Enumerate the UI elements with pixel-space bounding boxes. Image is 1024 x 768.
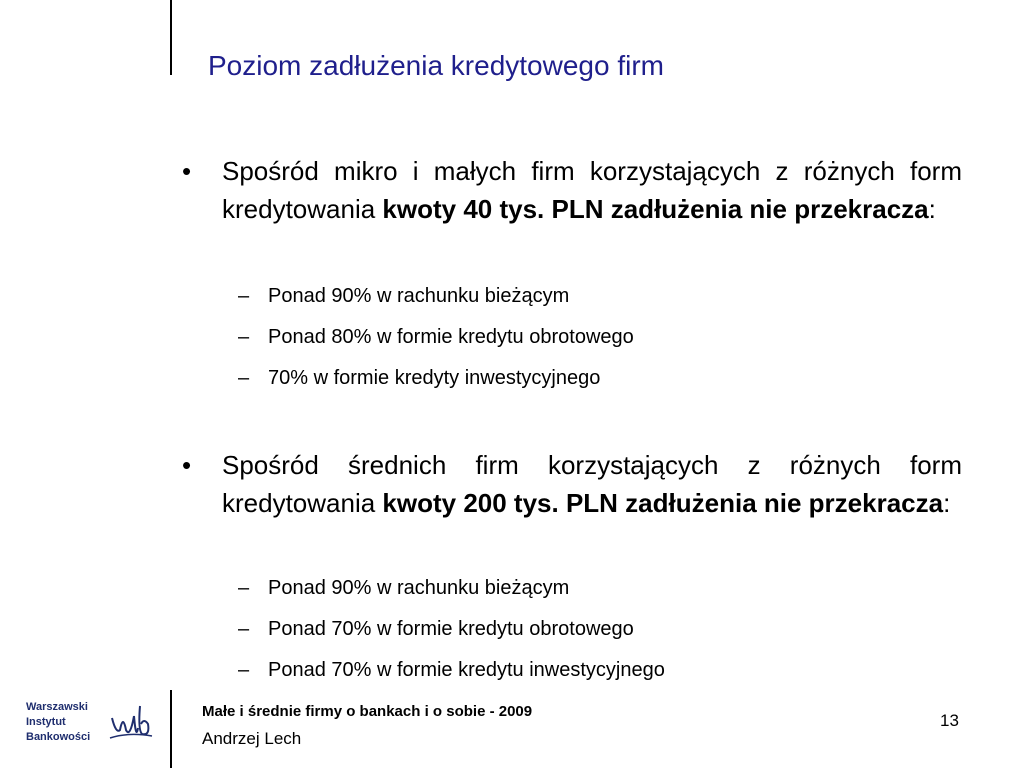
bullet-text-colon: :: [943, 488, 951, 518]
sub-list-item: [238, 576, 665, 617]
slide-title: Poziom zadłużenia kredytowego firm: [208, 50, 664, 81]
wib-signature-icon: [108, 700, 156, 750]
sub-item-text: Ponad 90% w rachunku bieżącym: [268, 577, 570, 599]
header-divider-line: [170, 0, 172, 75]
bullet-text-colon: :: [928, 194, 936, 224]
bullet-item: [182, 152, 962, 228]
sub-item-text: 70% w formie kredyty inwestycyjnego: [268, 367, 601, 389]
dash-glyph: –: [238, 618, 250, 640]
sub-list-item: [238, 325, 634, 366]
dash-glyph: –: [238, 577, 250, 599]
dash-glyph: –: [238, 326, 250, 348]
sub-list-item: [238, 284, 634, 325]
sub-item-text: Ponad 70% w formie kredytu inwestycyjnego: [268, 659, 665, 681]
dash-glyph: –: [238, 367, 250, 389]
wib-logo: [26, 700, 156, 750]
sub-item-text: Ponad 90% w rachunku bieżącym: [268, 285, 570, 307]
page-number: 13: [940, 711, 959, 730]
sub-list: [238, 576, 665, 699]
logo-line: Bankowości: [26, 731, 91, 743]
bullet-text-regular: Spośród mikro i małych firm korzystających z różnych form kredytowania: [222, 156, 962, 224]
sub-list-item: [238, 658, 665, 699]
dash-glyph: –: [238, 285, 250, 307]
footer-title: Małe i średnie firmy o bankach i o sobie - 2009: [202, 703, 533, 720]
bullet-text: [222, 446, 962, 522]
sub-item-text: Ponad 80% w formie kredytu obrotowego: [268, 326, 634, 348]
bullet-text-bold: kwoty 40 tys. PLN zadłużenia nie przekracza: [382, 194, 929, 224]
sub-list-item: [238, 617, 665, 658]
bullet-text: [222, 152, 962, 228]
footer-divider-line: [170, 690, 172, 768]
footer-author: Andrzej Lech: [202, 729, 302, 748]
dash-glyph: –: [238, 659, 250, 681]
bullet-glyph: •: [182, 156, 192, 186]
bullet-item: [182, 446, 962, 522]
logo-line: Warszawski: [26, 701, 88, 713]
sub-list: [238, 284, 634, 407]
sub-item-text: Ponad 70% w formie kredytu obrotowego: [268, 618, 634, 640]
sub-list-item: [238, 366, 634, 407]
logo-text: [26, 700, 90, 745]
bullet-text-regular: Spośród średnich firm korzystających z różnych form kredytowania: [222, 450, 962, 518]
bullet-text-bold: kwoty 200 tys. PLN zadłużenia nie przekracza: [382, 488, 944, 518]
logo-line: Instytut: [26, 716, 66, 728]
bullet-glyph: •: [182, 450, 192, 480]
